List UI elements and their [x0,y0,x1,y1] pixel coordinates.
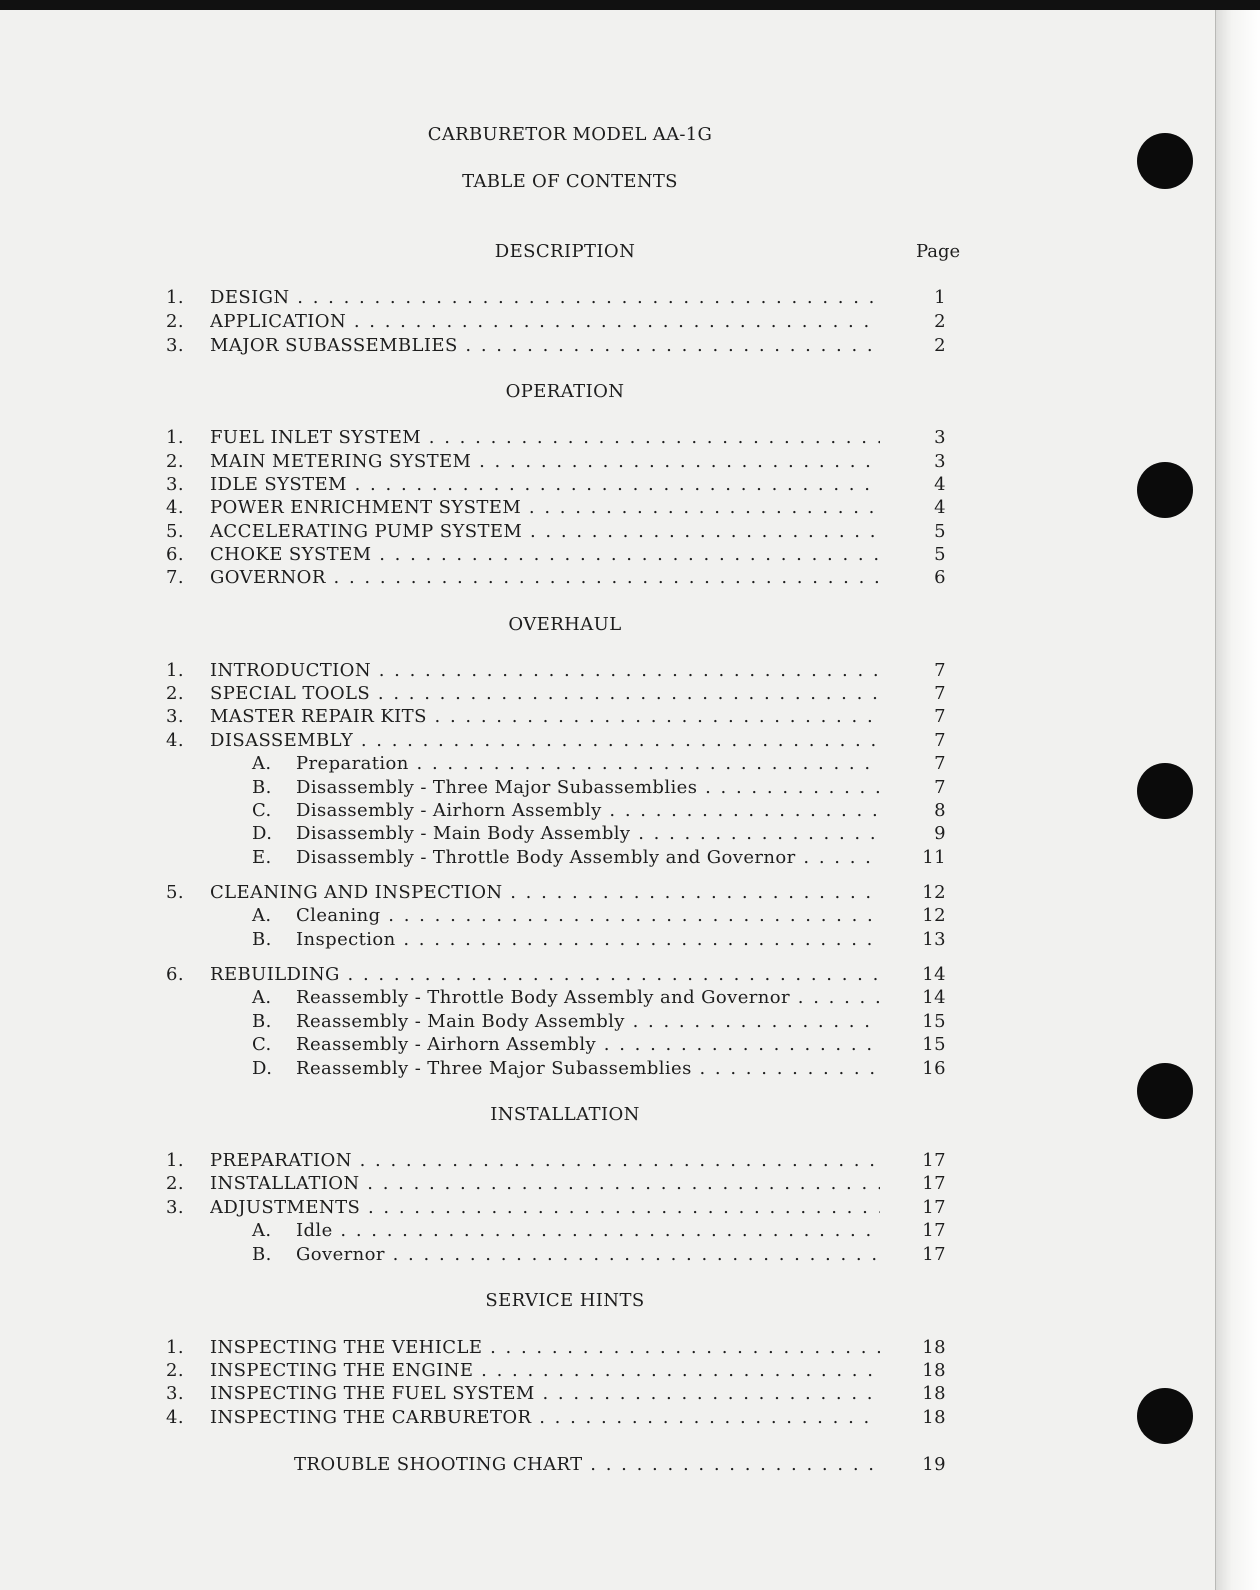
entry-number: 6. [166,544,184,565]
toc-subentry[interactable] [160,1033,960,1057]
entry-label: IDLE SYSTEM . . . [210,473,880,497]
entry-number: 5. [166,882,184,903]
entry-letter: B. [252,929,272,950]
toc-entry[interactable] [160,1359,960,1383]
entry-number: 4. [166,497,184,518]
toc-entry[interactable] [160,963,960,987]
toc-entry[interactable] [160,473,960,497]
section-heading-service-hints: SERVICE HINTS [485,1290,645,1311]
entry-label: Reassembly - Main Body Assembly . . . [296,1010,880,1034]
entry-label: Reassembly - Airhorn Assembly . . . [296,1033,880,1057]
entry-number: 7. [166,567,184,588]
entry-letter: C. [252,1034,272,1055]
section-heading-installation: INSTALLATION [490,1104,640,1125]
entry-number: 2. [166,311,184,332]
toc-entry[interactable] [160,496,960,520]
toc-subentry[interactable] [160,799,960,823]
entry-label: Reassembly - Three Major Subassemblies . . . [296,1057,880,1081]
entry-page: 18 [922,1407,946,1428]
entry-page: 19 [922,1454,946,1475]
entry-page: 7 [934,660,946,681]
entry-number: 3. [166,1383,184,1404]
entry-page: 8 [934,800,946,821]
entry-label: FUEL INLET SYSTEM . . . [210,426,880,450]
entry-label: PREPARATION . . . [210,1149,880,1173]
entry-label: Idle . . . [296,1219,880,1243]
entry-page: 12 [922,905,946,926]
entry-page: 7 [934,683,946,704]
entry-page: 18 [922,1337,946,1358]
entry-page: 6 [934,567,946,588]
binder-hole-5 [1137,1388,1193,1444]
entry-letter: D. [252,1058,273,1079]
entry-label: Disassembly - Three Major Subassemblies . . . [296,776,880,800]
entry-number: 1. [166,427,184,448]
entry-number: 4. [166,730,184,751]
toc-subentry[interactable] [160,928,960,952]
entry-label: SPECIAL TOOLS . . . [210,682,880,706]
section-heading-overhaul: OVERHAUL [508,614,622,635]
entry-page: 14 [922,987,946,1008]
binder-hole-1 [1137,133,1193,189]
entry-page: 4 [934,474,946,495]
toc-entry[interactable] [160,1196,960,1220]
toc-entry[interactable] [160,1149,960,1173]
entry-page: 7 [934,753,946,774]
entry-number: 3. [166,474,184,495]
entry-page: 15 [922,1011,946,1032]
entry-label: APPLICATION . . . [210,310,880,334]
entry-number: 3. [166,706,184,727]
entry-label: TROUBLE SHOOTING CHART . . . [294,1453,880,1477]
entry-label: REBUILDING . . . [210,963,880,987]
entry-label: MAIN METERING SYSTEM . . . [210,450,880,474]
entry-number: 3. [166,335,184,356]
entry-page: 2 [934,311,946,332]
entry-number: 1. [166,287,184,308]
entry-label: INSPECTING THE CARBURETOR . . . [210,1406,880,1430]
entry-letter: C. [252,800,272,821]
entry-label: Disassembly - Main Body Assembly . . . [296,822,880,846]
entry-label: INSTALLATION . . . [210,1172,880,1196]
toc-subentry[interactable] [160,986,960,1010]
entry-page: 7 [934,730,946,751]
entry-letter: A. [252,753,272,774]
toc-entry[interactable] [160,705,960,729]
entry-number: 2. [166,1360,184,1381]
toc-entry-trouble-shooting[interactable] [160,1453,960,1477]
entry-label: CLEANING AND INSPECTION . . . [210,881,880,905]
entry-page: 14 [922,964,946,985]
toc-subentry[interactable] [160,752,960,776]
toc-subentry[interactable] [160,776,960,800]
entry-label: INSPECTING THE VEHICLE . . . [210,1336,880,1360]
entry-page: 18 [922,1360,946,1381]
toc-entry[interactable] [160,1382,960,1406]
binder-hole-2 [1137,462,1193,518]
entry-label: DESIGN . . . [210,286,880,310]
entry-number: 2. [166,451,184,472]
binder-hole-4 [1137,1063,1193,1119]
entry-letter: A. [252,905,272,926]
entry-number: 6. [166,964,184,985]
toc-entry[interactable] [160,543,960,567]
entry-label: Cleaning . . . [296,904,880,928]
entry-page: 7 [934,706,946,727]
entry-page: 11 [922,847,946,868]
entry-page: 17 [922,1173,946,1194]
toc-entry[interactable] [160,520,960,544]
page-column-label: Page [916,241,961,262]
entry-page: 5 [934,544,946,565]
toc-subentry[interactable] [160,846,960,870]
entry-label: MAJOR SUBASSEMBLIES . . . [210,334,880,358]
entry-label: GOVERNOR . . . [210,566,880,590]
entry-label: POWER ENRICHMENT SYSTEM . . . [210,496,880,520]
entry-label: INTRODUCTION . . . [210,659,880,683]
entry-letter: D. [252,823,273,844]
entry-page: 9 [934,823,946,844]
toc-entry[interactable] [160,881,960,905]
toc-title: TABLE OF CONTENTS [462,171,678,192]
entry-label: Disassembly - Airhorn Assembly . . . [296,799,880,823]
entry-page: 4 [934,497,946,518]
toc-subentry[interactable] [160,904,960,928]
entry-page: 3 [934,427,946,448]
entry-number: 5. [166,521,184,542]
toc-entry[interactable] [160,566,960,590]
toc-subentry[interactable] [160,1057,960,1081]
toc-subentry[interactable] [160,822,960,846]
entry-label: ADJUSTMENTS . . . [210,1196,880,1220]
entry-page: 17 [922,1197,946,1218]
entry-page: 18 [922,1383,946,1404]
toc-entry[interactable] [160,334,960,358]
entry-label: DISASSEMBLY . . . [210,729,880,753]
toc-entry[interactable] [160,450,960,474]
toc-subentry[interactable] [160,1010,960,1034]
entry-label: Reassembly - Throttle Body Assembly and Governor . . . [296,986,880,1010]
entry-label: INSPECTING THE ENGINE . . . [210,1359,880,1383]
entry-page: 2 [934,335,946,356]
toc-entry[interactable] [160,1406,960,1430]
entry-number: 3. [166,1197,184,1218]
entry-number: 1. [166,1150,184,1171]
entry-number: 2. [166,683,184,704]
entry-number: 1. [166,660,184,681]
entry-page: 1 [934,287,946,308]
entry-label: MASTER REPAIR KITS . . . [210,705,880,729]
entry-letter: A. [252,987,272,1008]
scan-top-border [0,0,1260,10]
entry-letter: B. [252,777,272,798]
toc-entry[interactable] [160,729,960,753]
entry-label: CHOKE SYSTEM . . . [210,543,880,567]
entry-letter: B. [252,1011,272,1032]
entry-label: Inspection . . . [296,928,880,952]
entry-label: ACCELERATING PUMP SYSTEM . . . [210,520,880,544]
entry-label: Governor . . . [296,1243,880,1267]
toc-entry[interactable] [160,1172,960,1196]
toc-entry[interactable] [160,310,960,334]
toc-subentry[interactable] [160,1219,960,1243]
entry-page: 16 [922,1058,946,1079]
toc-subentry[interactable] [160,1243,960,1267]
toc-entry[interactable] [160,426,960,450]
entry-number: 2. [166,1173,184,1194]
entry-label: Preparation . . . [296,752,880,776]
entry-page: 17 [922,1244,946,1265]
entry-page: 3 [934,451,946,472]
section-heading-operation: OPERATION [505,381,625,402]
entry-number: 4. [166,1407,184,1428]
entry-page: 7 [934,777,946,798]
toc-entry[interactable] [160,659,960,683]
entry-label: INSPECTING THE FUEL SYSTEM . . . [210,1382,880,1406]
entry-letter: A. [252,1220,272,1241]
toc-entry[interactable] [160,286,960,310]
binder-page-edge [1215,10,1260,1590]
toc-entry[interactable] [160,1336,960,1360]
entry-page: 13 [922,929,946,950]
entry-letter: E. [252,847,272,868]
entry-page: 12 [922,882,946,903]
section-heading-description: DESCRIPTION [494,241,636,262]
entry-page: 17 [922,1150,946,1171]
toc-entry[interactable] [160,682,960,706]
entry-number: 1. [166,1337,184,1358]
entry-page: 17 [922,1220,946,1241]
document-title: CARBURETOR MODEL AA-1G [427,124,713,145]
entry-page: 5 [934,521,946,542]
entry-letter: B. [252,1244,272,1265]
entry-label: Disassembly - Throttle Body Assembly and Governor . . . [296,846,880,870]
entry-page: 15 [922,1034,946,1055]
binder-hole-3 [1137,763,1193,819]
